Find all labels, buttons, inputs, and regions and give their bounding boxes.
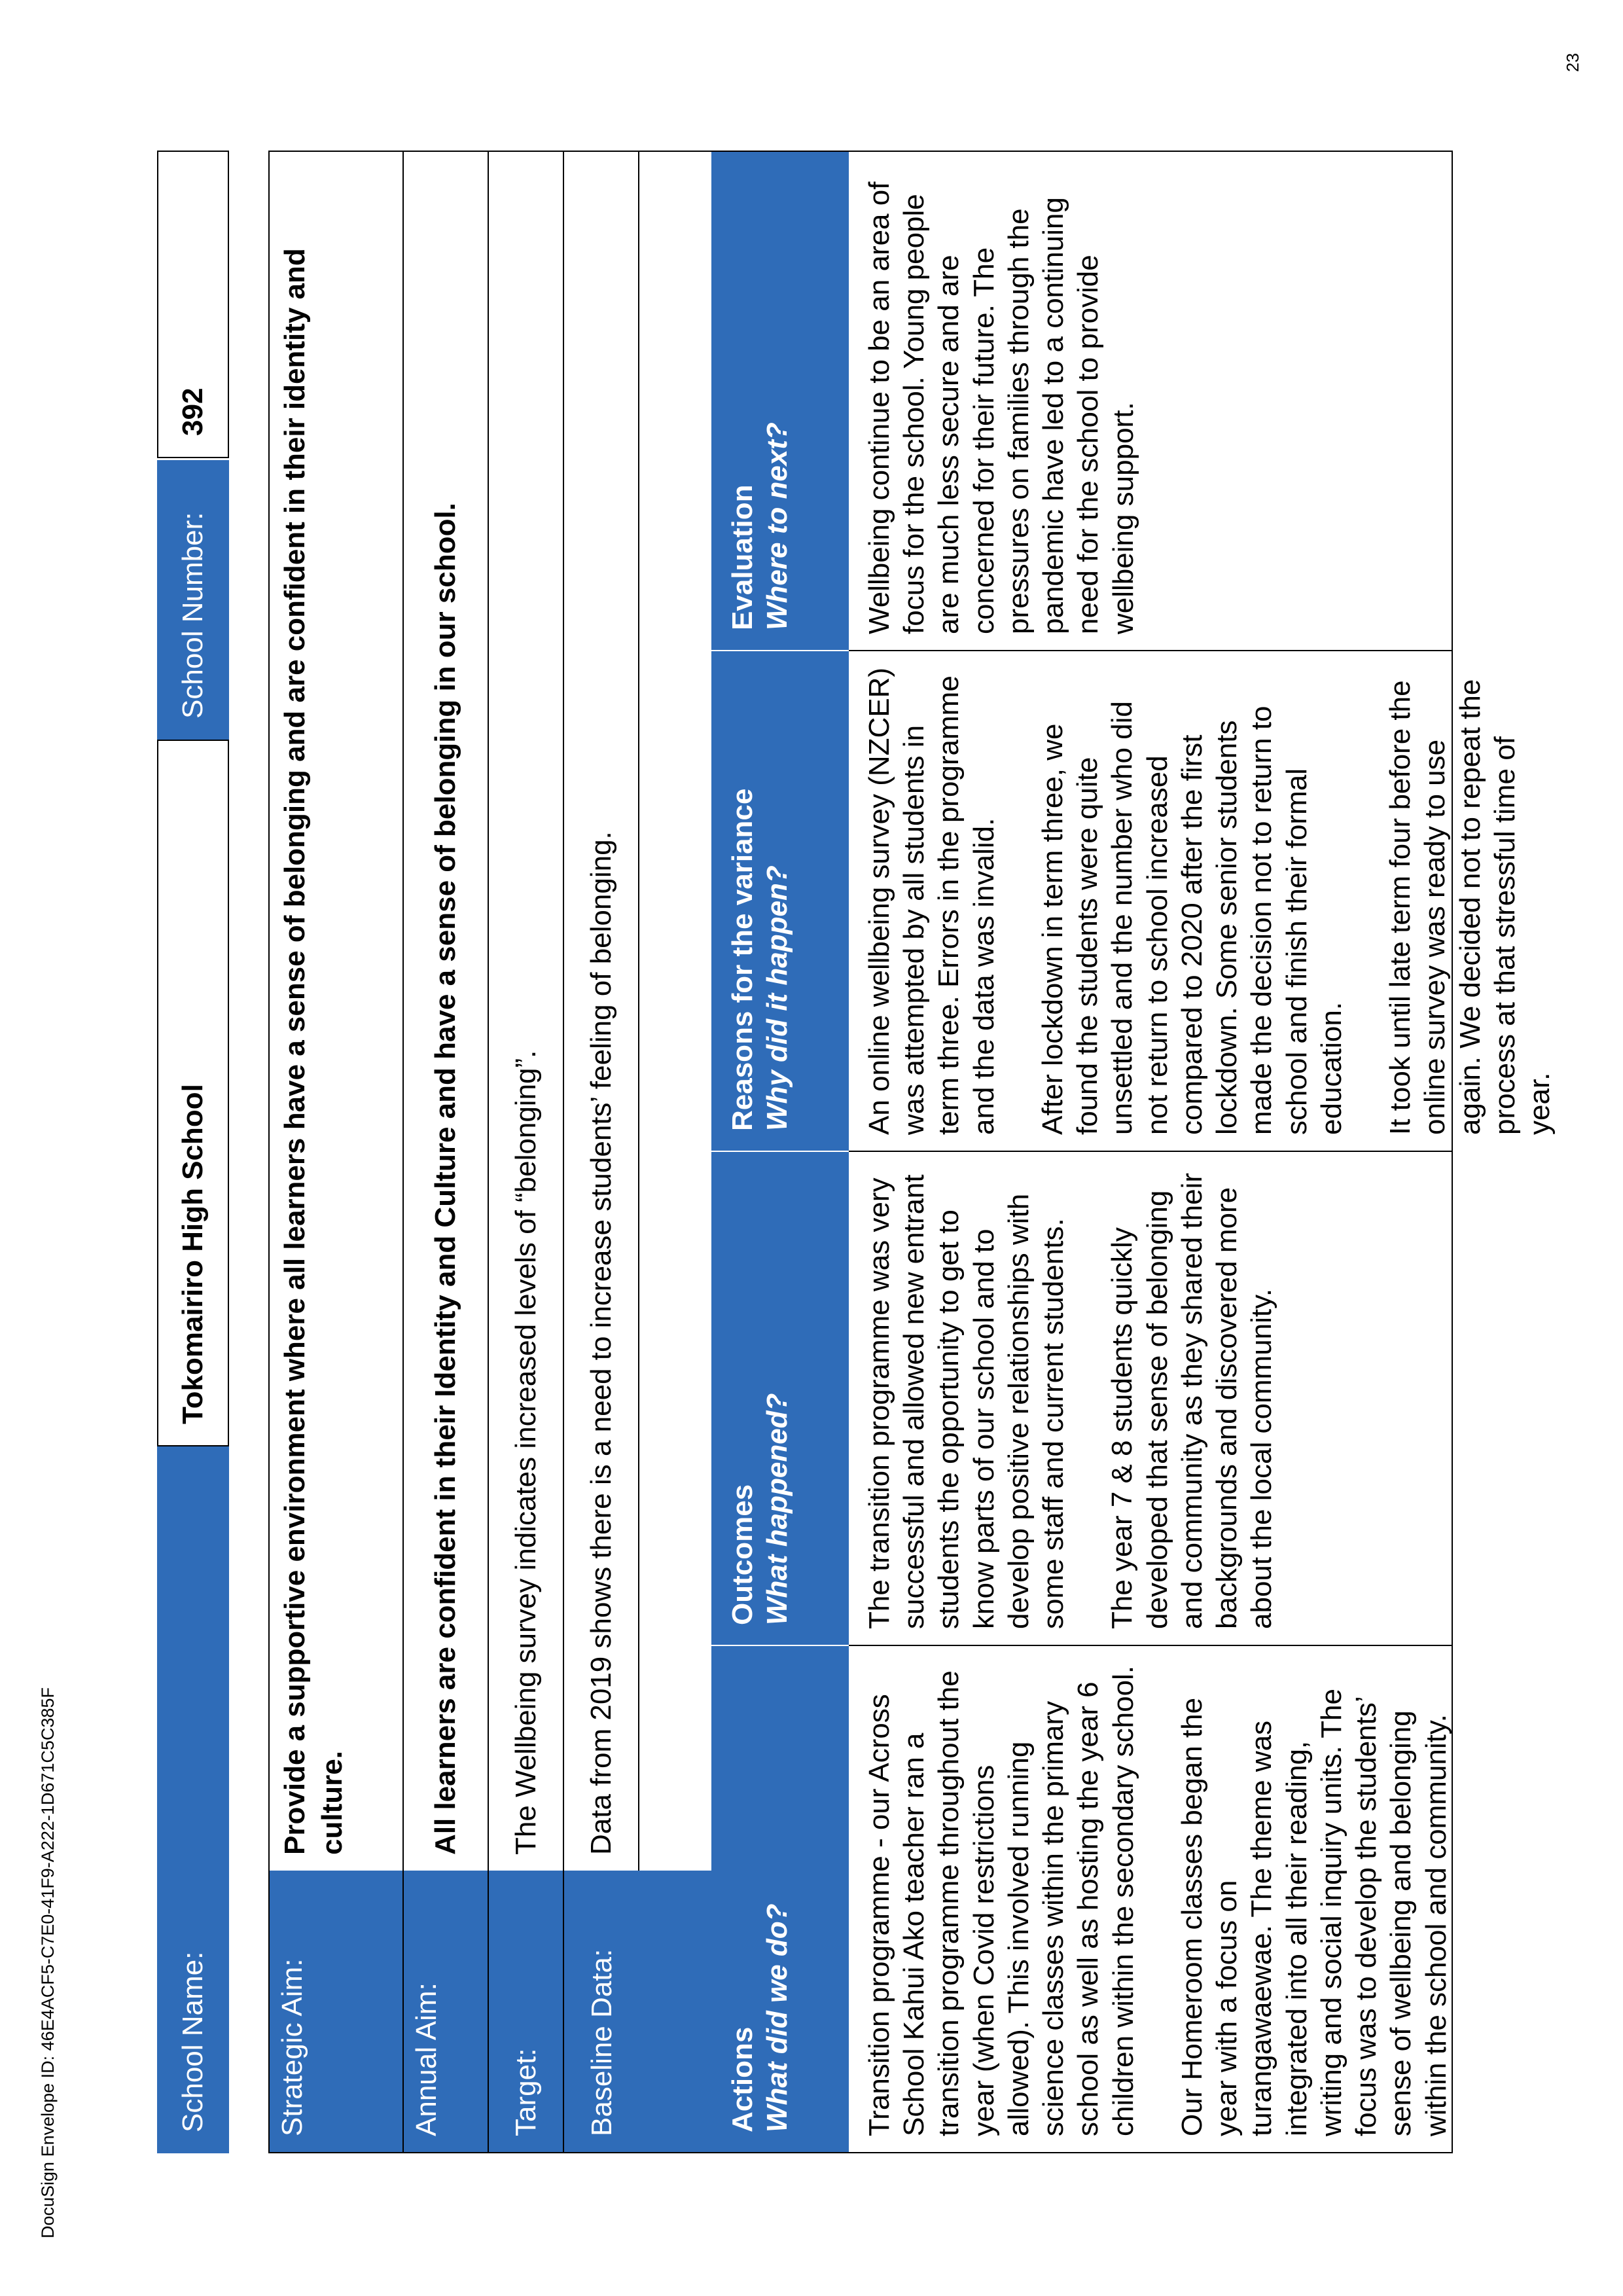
school-name-label: School Name: bbox=[157, 1446, 229, 2153]
actions-cell bbox=[849, 1645, 1452, 2152]
actions-paragraph: Our Homeroom classes began the year with a focus on turangawaewae. The theme was integrated into all their reading, writing and social inquiry units. The focus was to develop the students’ sense of wellbeing and belonging within the school and community. bbox=[1175, 1689, 1452, 2136]
outcomes-paragraph: The year 7 & 8 students quickly developed that sense of belonging and community as they shared their backgrounds and discovered more about the local community. bbox=[1106, 1172, 1278, 1629]
reasons-paragraph: An online wellbeing survey (NZCER) was attempted by all students in term three. Errors in the programme and the data was invalid. bbox=[863, 667, 1000, 1135]
target-label: Target: bbox=[489, 1871, 563, 2152]
baseline-row bbox=[564, 152, 639, 2152]
aims-table bbox=[268, 151, 1556, 2153]
reasons-paragraph: It took until late term four before the online survey was ready to use again. We decided not to repeat the process at that stressful time of year. bbox=[1384, 679, 1556, 1135]
outcomes-header bbox=[711, 1151, 849, 1645]
school-name: Tokomairiro High School bbox=[157, 740, 229, 1446]
strategic-aim-row bbox=[270, 152, 404, 2152]
evaluation-cell bbox=[849, 152, 1452, 650]
evaluation-header bbox=[711, 152, 849, 650]
envelope-id: DocuSign Envelope ID: 46E4ACF5-C7E0-41F9-A222-1D671C5C385F bbox=[38, 1687, 58, 2238]
annual-aim-text: All learners are confident in their Identity and Culture and have a sense of belonging in our school. bbox=[429, 503, 462, 1855]
content-row bbox=[849, 152, 1556, 2152]
actions-subtitle: What did we do? bbox=[760, 1903, 793, 2132]
reasons-title: Reasons for the variance bbox=[726, 788, 758, 1131]
reasons-subtitle: Why did it happen? bbox=[760, 865, 793, 1131]
annual-aim-label: Annual Aim: bbox=[404, 1871, 488, 2152]
evaluation-paragraph: Wellbeing continue to be an area of focus for the school. Young people are much less secure and are concerned for their future. The pressures on families through the pandemic have led to a continuing need for the school to provide wellbeing support. bbox=[863, 181, 1139, 634]
target-text: The Wellbeing survey indicates increased levels of “belonging”. bbox=[509, 1050, 542, 1855]
school-header-table bbox=[157, 151, 229, 2153]
actions-header bbox=[711, 1645, 849, 2152]
school-number-label: School Number: bbox=[157, 458, 229, 740]
baseline-label: Baseline Data: bbox=[564, 1871, 639, 2152]
baseline-text: Data from 2019 shows there is a need to increase students’ feeling of belonging. bbox=[564, 152, 639, 1871]
reasons-paragraph: After lockdown in term three, we found the students were quite unsettled and the number who did not return to school increased compared to 2020 after the first lockdown. Some senior students made the decision not to return to school and finish their formal education. bbox=[1036, 701, 1347, 1135]
outcomes-cell bbox=[849, 1151, 1452, 1645]
actions-paragraph: Transition programme - our Across School Kahui Ako teacher ran a transition programme throughout the year (when Covid restrictions allowed). This involved running science classes within the primary school as well as hosting the year 6 children within the secondary school. bbox=[863, 1665, 1139, 2136]
target-row bbox=[489, 152, 564, 2152]
actions-title: Actions bbox=[726, 2026, 758, 2132]
outcomes-paragraph: The transition programme was very successful and allowed new entrant students the opportunity to get to know parts of our school and to develop positive relationships with some staff and current students. bbox=[863, 1174, 1070, 1629]
strategic-aim-text: Provide a supportive environment where all learners have a sense of belonging and are confident in their identity and culture. bbox=[279, 248, 349, 1855]
evaluation-title: Evaluation bbox=[726, 484, 758, 630]
outcomes-title: Outcomes bbox=[726, 1484, 758, 1625]
column-header-row bbox=[711, 152, 849, 2152]
reasons-cell bbox=[849, 650, 1556, 1151]
page-number: 23 bbox=[1563, 53, 1583, 72]
reasons-header bbox=[711, 650, 849, 1151]
strategic-aim-label: Strategic Aim: bbox=[270, 1871, 402, 2152]
school-number: 392 bbox=[157, 151, 229, 458]
outcomes-subtitle: What happened? bbox=[760, 1393, 793, 1625]
annual-aim-row bbox=[404, 152, 489, 2152]
evaluation-subtitle: Where to next? bbox=[760, 422, 793, 630]
label-column-fill bbox=[639, 1871, 711, 2152]
plan-page bbox=[157, 151, 1556, 2153]
